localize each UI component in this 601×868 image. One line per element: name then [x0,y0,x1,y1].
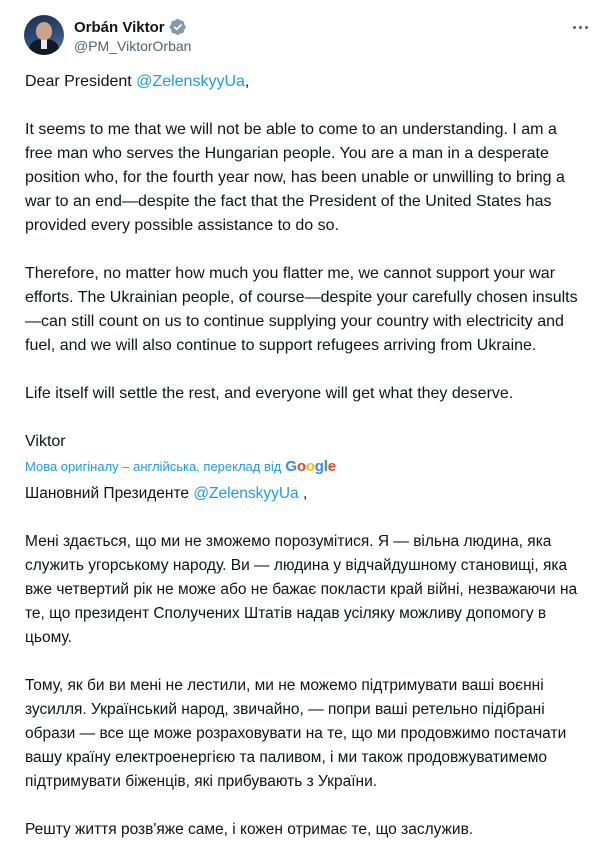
greeting-punct: , [244,73,250,90]
translation-notice[interactable] [25,458,581,476]
translated-greeting-text: Шановний Президенте [25,485,194,502]
avatar-head [36,22,52,40]
name-row [74,17,187,37]
more-icon[interactable] [568,17,592,37]
verified-badge-icon [169,18,187,36]
handle[interactable]: @PM_ViktorOrban [74,38,192,54]
more-dot [585,26,588,29]
translated-mention-link[interactable]: @ZelenskyyUa [193,485,299,502]
translated-greeting [25,482,581,506]
mention-link[interactable]: @ZelenskyyUa [136,73,245,90]
translated-paragraph-2: Тому, як би ви мені не лестили, ми не можемо підтримувати ваші воєнні зусилля. Український народ, звичайно, — попри ваші ретельно підібрані образи — все ще може розраховувати на те, що ми продовжимо постачати вашу країну електроенергією та паливом, і ми також продовжуватимемо підтримувати біженців, які прибувають з України. [25,677,567,790]
paragraph-2: Therefore, no matter how much you flatter me, we cannot support your war efforts. The Ukrainian people, of course—despite your carefully chosen insults—can still count on us to continue supplying your country with electricity and fuel, and we will also continue to support refugees arriving from Ukraine. [25,265,578,354]
display-name[interactable]: Orbán Viktor [74,18,165,36]
translated-paragraph-3: Решту життя розв'яже саме, і кожен отримає те, що заслужив. [25,821,474,838]
avatar[interactable] [24,15,64,55]
paragraph-3: Life itself will settle the rest, and everyone will get what they deserve. [25,385,514,402]
paragraph-1: It seems to me that we will not be able to come to an understanding. I am a free man who serves the Hungarian people. You are a man in a desperate position who, for the fourth year now, has been unable or unwilling to bring a war to an end—despite the fact that the President of the United States has provided every possible assistance to do so. [25,121,565,234]
tweet-body [25,70,581,866]
avatar-shirt [41,39,47,49]
signature: Viktor [25,433,66,450]
more-dot [579,26,582,29]
translated-paragraph-1: Мені здається, що ми не зможемо порозумітися. Я — вільна людина, яка служить угорському народу. Ви — людина у відчайдушному становищі, яка вже четвертий рік не може або не бажає покласти край війні, незважаючи на те, що президент Сполучених Штатів надав усіляку можливу допомогу в цьому. [25,533,578,646]
greeting-text: Dear President [25,73,137,90]
more-dot [573,26,576,29]
translation-notice-text: Мова оригіналу – англійська, переклад від [25,459,282,474]
greeting [25,70,581,94]
tweet-header [0,0,601,64]
google-logo: Google [285,458,336,475]
translated-greeting-punct: , [298,485,308,502]
translated-text [25,482,581,842]
